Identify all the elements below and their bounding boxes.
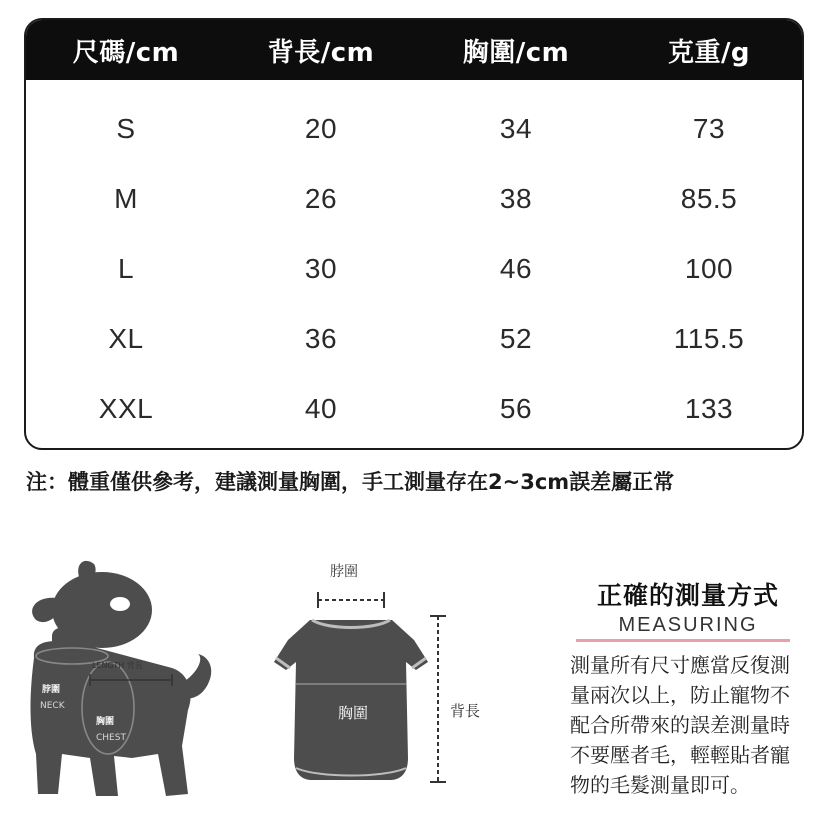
cell-size: M [114, 183, 138, 214]
dog-length-label: LENGTH 背長 [92, 661, 143, 670]
cell-size: L [117, 253, 135, 284]
cell-chest: 46 [499, 253, 533, 284]
table-row [26, 164, 802, 234]
cell-size: XL [108, 323, 144, 354]
cell-back-length: 20 [304, 113, 338, 144]
table-header [26, 20, 802, 80]
method-title: 正確的測量方式 [596, 581, 779, 610]
cell-weight: 115.5 [673, 323, 745, 354]
table-row [26, 234, 802, 304]
cell-weight: 100 [684, 253, 734, 284]
header-size: 尺碼/cm [72, 37, 180, 68]
table-row [26, 94, 802, 164]
dog-chest-label-cn: 胸圍 [96, 717, 115, 727]
cell-weight: 133 [684, 393, 734, 424]
cell-chest: 52 [499, 323, 533, 354]
header-weight: 克重/g [667, 37, 751, 68]
header-back-length: 背長/cm [267, 37, 375, 68]
header-chest: 胸圍/cm [462, 37, 570, 68]
cell-size: XXL [98, 393, 154, 424]
shirt-chest-label: 胸圍 [338, 704, 369, 722]
method-subtitle: MEASURING [618, 614, 758, 636]
cell-weight: 85.5 [680, 183, 738, 214]
shirt-length-label: 背長 [450, 702, 481, 720]
table-body [26, 80, 802, 444]
cell-chest: 56 [499, 393, 533, 424]
cell-size: S [116, 113, 136, 144]
weight-note: 注：體重僅供參考，建議測量胸圍，手工測量存在2~3cm誤差屬正常 [26, 470, 675, 494]
dog-neck-label-en: NECK [40, 701, 65, 711]
measuring-method-panel [568, 576, 808, 800]
shirt-measure-illustration [268, 558, 528, 798]
table-row [26, 304, 802, 374]
dog-measure-illustration [22, 558, 222, 808]
dog-eye-icon [110, 597, 130, 611]
shirt-neck-label: 脖圍 [330, 564, 358, 580]
method-body: 測量所有尺寸應當反復測量兩次以上，防止寵物不配合所帶來的誤差測量時不要壓者毛，輕輕貼者寵物的毛髮測量即可。 [570, 653, 790, 797]
cell-back-length: 36 [304, 323, 338, 354]
dog-chest-label-en: CHEST [96, 733, 126, 743]
cell-weight: 73 [692, 113, 726, 144]
cell-back-length: 40 [304, 393, 338, 424]
table-row [26, 374, 802, 444]
method-divider [576, 639, 790, 642]
cell-chest: 34 [499, 113, 533, 144]
cell-back-length: 26 [304, 183, 338, 214]
cell-back-length: 30 [304, 253, 338, 284]
cell-chest: 38 [499, 183, 533, 214]
size-table [24, 18, 804, 450]
dog-neck-label-cn: 脖圍 [42, 685, 61, 695]
